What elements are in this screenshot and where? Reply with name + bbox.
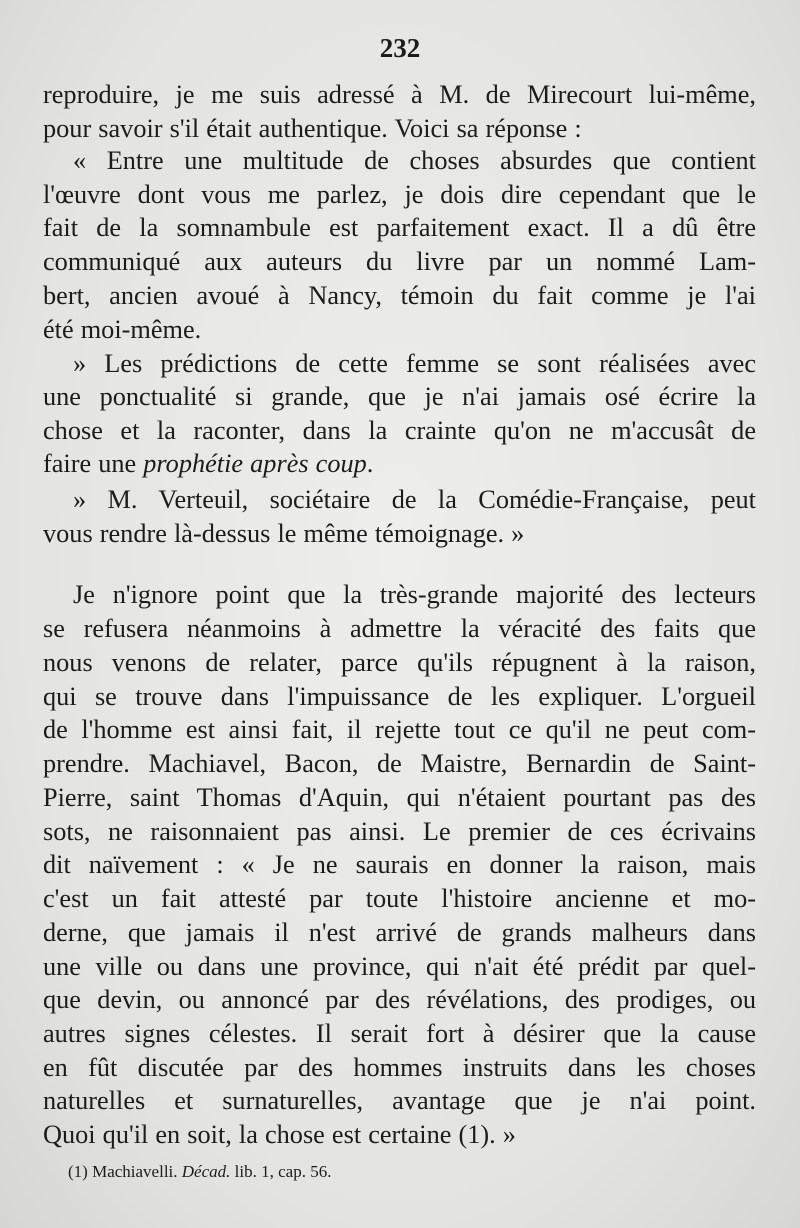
text-line: « Entre une multitude de choses absurdes que contient: [73, 146, 756, 175]
text-line: dit naïvement : « Je ne saurais en donner la raison, mais: [43, 850, 756, 879]
text-line: fait de la somnambule est parfaitement exact. Il a dû être: [43, 213, 756, 242]
text-line: de l'homme est ainsi fait, il rejette tout ce qu'il ne peut com-: [43, 715, 756, 744]
page-number: 232: [379, 33, 421, 63]
text-line: Je n'ignore point que la très-grande majorité des lecteurs: [73, 580, 756, 609]
text-line: en fût discutée par des hommes instruits dans les choses: [43, 1053, 756, 1082]
text-span: faire une: [43, 449, 144, 478]
text-line: qui se trouve dans l'impuissance de les expliquer. L'orgueil: [43, 682, 756, 711]
text-line: autres signes célestes. Il serait fort à désirer que la cause: [43, 1019, 756, 1048]
text-line: sots, ne raisonnaient pas ainsi. Le premier de ces écrivains: [43, 817, 756, 846]
text-line: Pierre, saint Thomas d'Aquin, qui n'étaient pourtant pas des: [43, 783, 756, 812]
text-line: l'œuvre dont vous me parlez, je dois dire cependant que le: [43, 180, 756, 209]
footnote-author: Machiavelli.: [92, 1162, 178, 1181]
italic-phrase: prophétie après coup: [143, 449, 367, 478]
footnote: [68, 1162, 331, 1182]
text-line: c'est un fait attesté par toute l'histoire ancienne et mo-: [43, 884, 756, 913]
text-line: naturelles et surnaturelles, avantage que je n'ai point.: [43, 1086, 756, 1115]
text-line: communiqué aux auteurs du livre par un nommé Lam-: [43, 247, 756, 276]
text-line: derne, que jamais il n'est arrivé de grands malheurs dans: [43, 918, 756, 947]
footnote-marker: (1): [68, 1162, 88, 1181]
text-line: reproduire, je me suis adressé à M. de Mirecourt lui-même,: [43, 80, 756, 109]
text-line: » Les prédictions de cette femme se sont réalisées avec: [73, 349, 756, 378]
text-span: .: [366, 449, 374, 478]
text-line: pour savoir s'il était authentique. Voici sa réponse :: [43, 114, 582, 143]
text-line: bert, ancien avoué à Nancy, témoin du fait comme je l'ai: [43, 281, 756, 310]
text-line: été moi-même.: [43, 315, 202, 344]
text-line: nous venons de relater, parce qu'ils répugnent à la raison,: [43, 648, 756, 677]
text-line: chose et la raconter, dans la crainte qu'on ne m'accusât de: [43, 416, 756, 445]
text-line: Quoi qu'il en soit, la chose est certaine (1). »: [43, 1120, 516, 1149]
text-line: une ponctualité si grande, que je n'ai jamais osé écrire la: [43, 382, 756, 411]
text-line: [43, 447, 373, 481]
text-line: vous rendre là-dessus le même témoignage. »: [43, 519, 525, 548]
text-line: une ville ou dans une province, qui n'ait été prédit par quel-: [43, 952, 756, 981]
text-line: que devin, ou annoncé par des révélations, des prodiges, ou: [43, 985, 756, 1014]
text-line: se refusera néanmoins à admettre la véracité des faits que: [43, 614, 756, 643]
footnote-work: Décad.: [181, 1162, 231, 1181]
text-line: prendre. Machiavel, Bacon, de Maistre, Bernardin de Saint-: [43, 749, 756, 778]
text-line: » M. Verteuil, sociétaire de la Comédie-Française, peut: [73, 485, 756, 514]
footnote-reference: lib. 1, cap. 56.: [234, 1162, 332, 1181]
